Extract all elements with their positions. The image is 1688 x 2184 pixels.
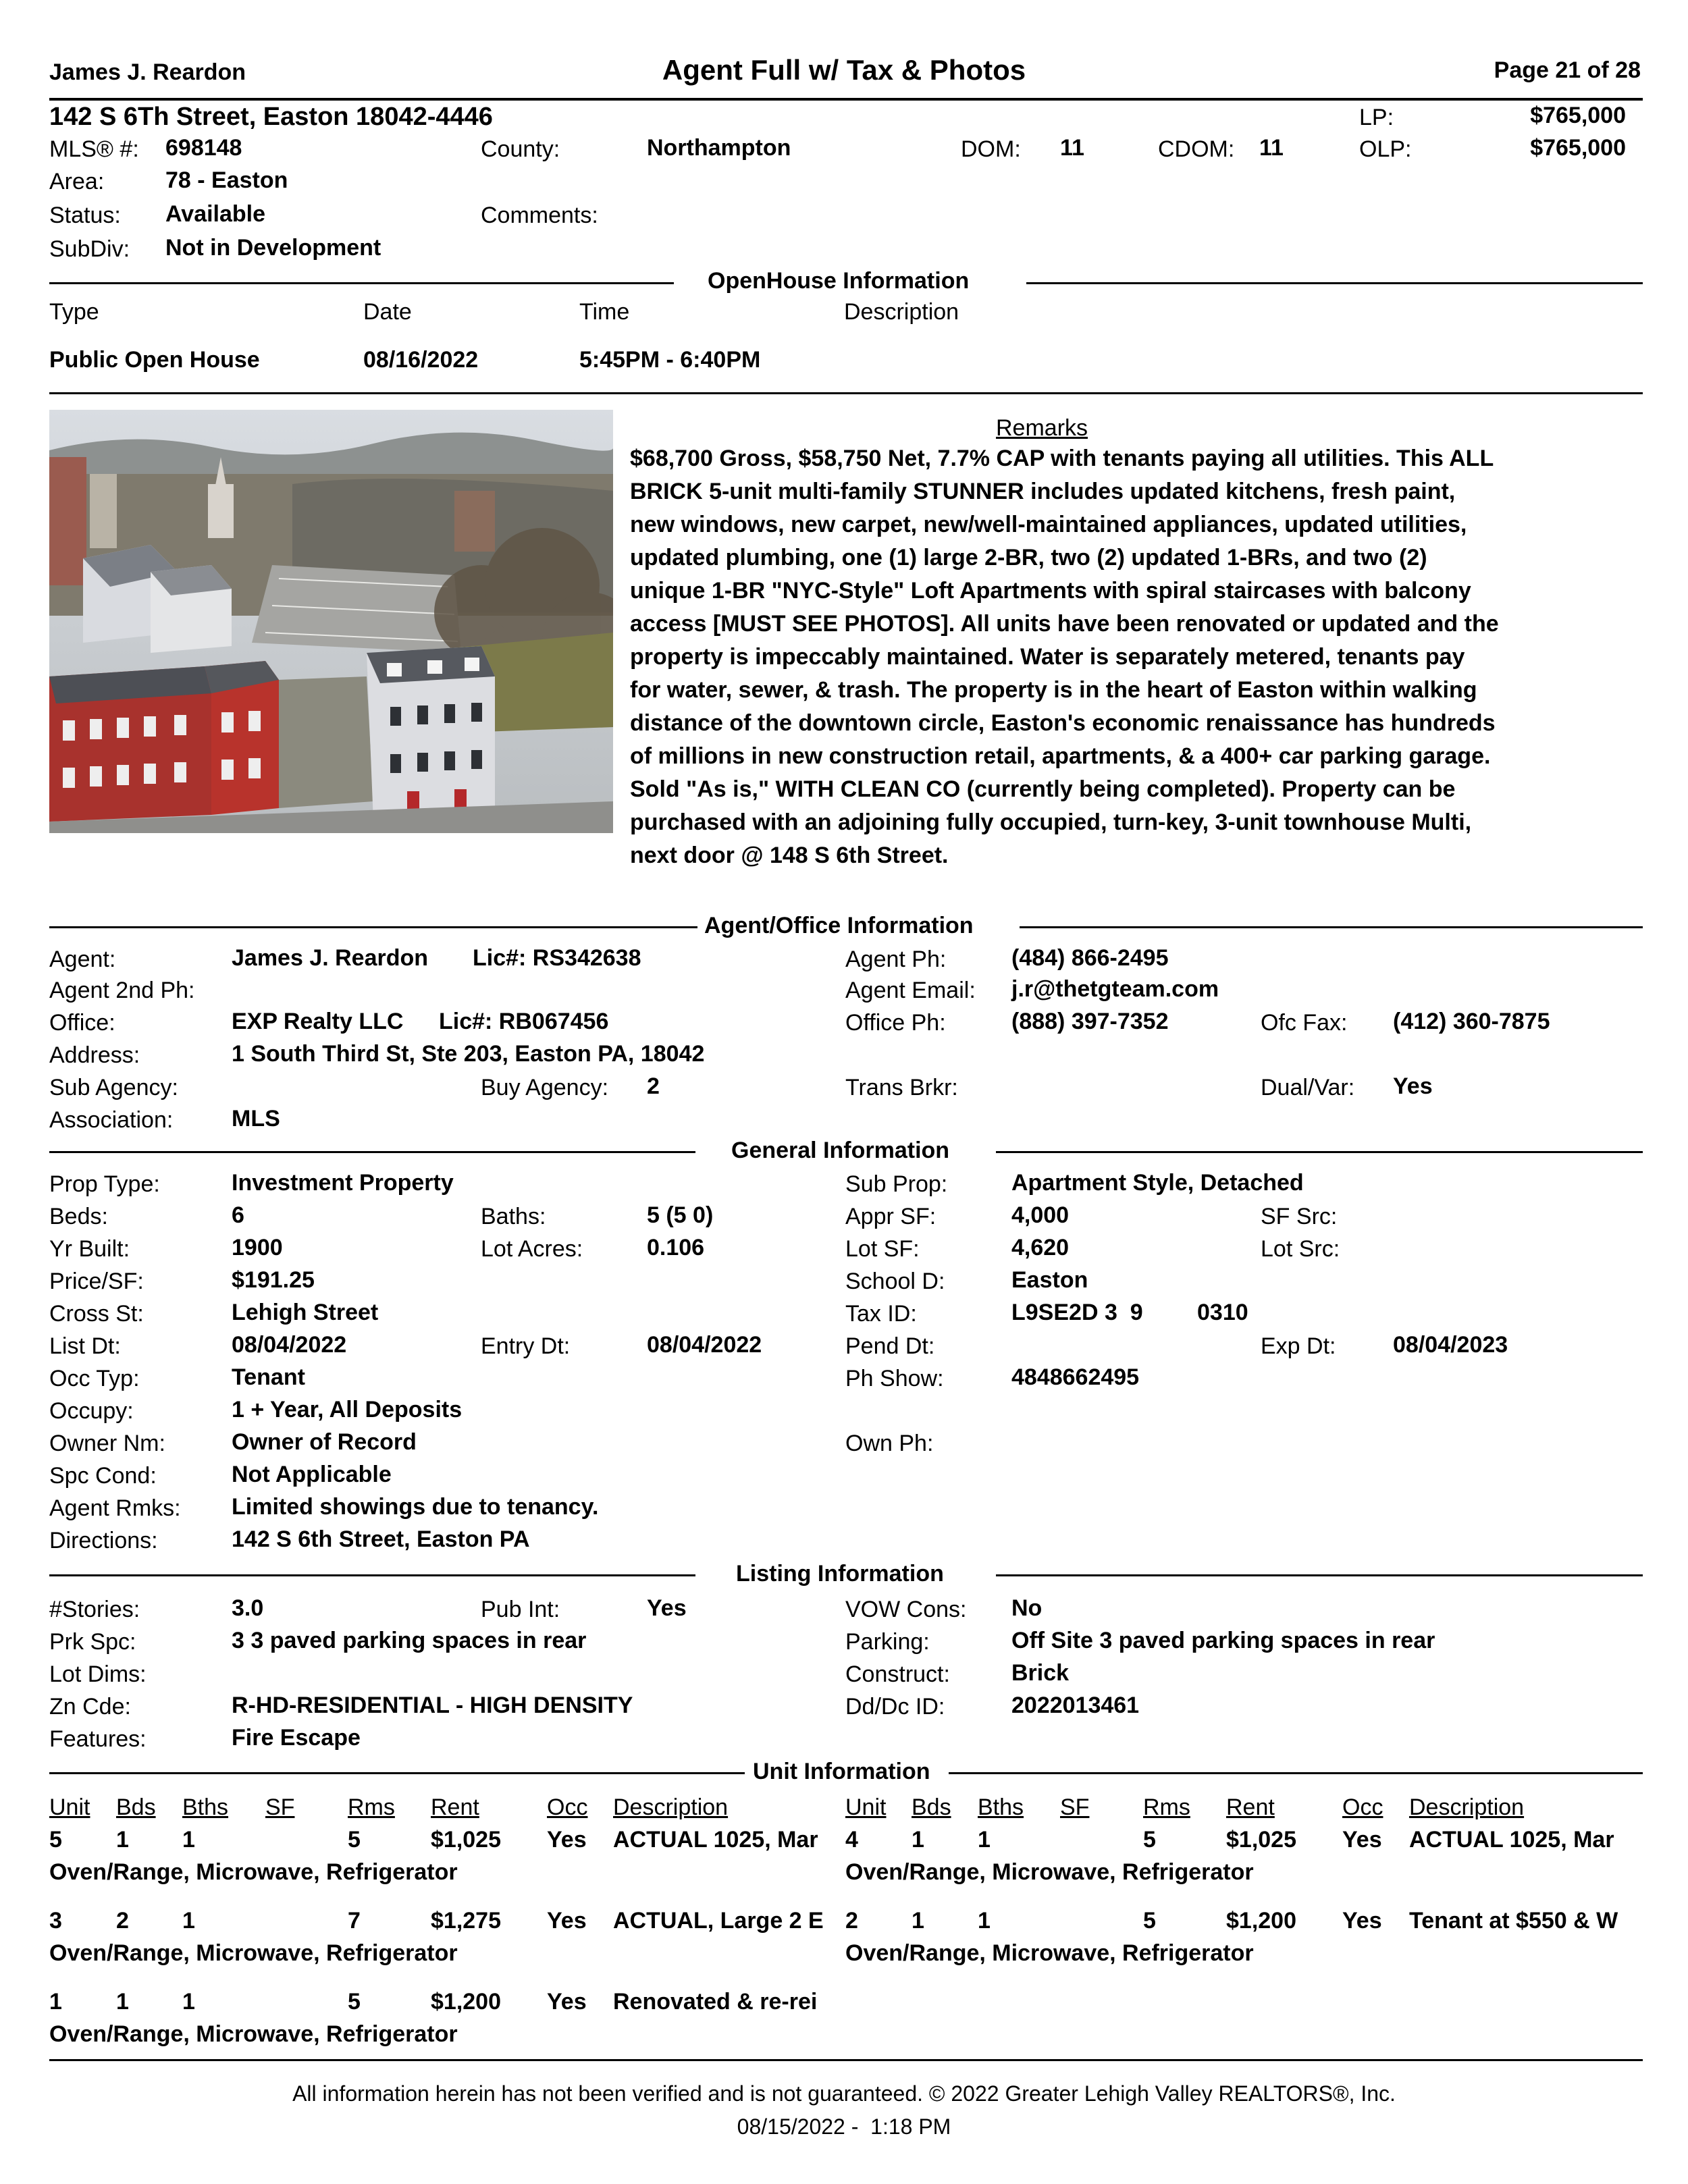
dom-value: 11 <box>1060 135 1084 161</box>
olp-value: $765,000 <box>1530 135 1626 161</box>
unit-description: ACTUAL, Large 2 E <box>613 1908 824 1934</box>
unit-occupied: Yes <box>547 1827 587 1853</box>
unit-occupied: Yes <box>547 1989 587 2015</box>
unit-baths: 1 <box>182 1827 195 1853</box>
unit-header-bths: Bths <box>182 1794 229 1820</box>
agent-office-rule-left <box>49 926 697 928</box>
office-fax-label: Ofc Fax: <box>1261 1010 1348 1036</box>
trans-brkr-label: Trans Brkr: <box>845 1075 958 1100</box>
agent-email[interactable]: j.r@thetgteam.com <box>1011 976 1219 1002</box>
unit-header-sf-right: SF <box>1060 1794 1090 1820</box>
lot-acres-value: 0.106 <box>647 1235 705 1260</box>
remarks-title: Remarks <box>996 415 1088 441</box>
tax-id-label: Tax ID: <box>845 1301 917 1327</box>
lot-dims-label: Lot Dims: <box>49 1661 147 1687</box>
general-rule-left <box>49 1151 695 1153</box>
stories-label: #Stories: <box>49 1597 140 1622</box>
address-label: Address: <box>49 1042 140 1068</box>
unit-header-rent: Rent <box>431 1794 479 1820</box>
sub-agency-label: Sub Agency: <box>49 1075 178 1100</box>
beds-value: 6 <box>232 1202 244 1228</box>
dom-label: DOM: <box>961 136 1021 162</box>
openhouse-rule-right <box>1026 282 1643 284</box>
unit-baths: 1 <box>978 1827 991 1853</box>
unit-baths: 1 <box>182 1908 195 1934</box>
price-sf-label: Price/SF: <box>49 1269 144 1294</box>
unit-header-occ-right: Occ <box>1342 1794 1383 1820</box>
lot-acres-label: Lot Acres: <box>481 1236 583 1262</box>
openhouse-col-date: Date <box>363 299 412 325</box>
page-number: Page 21 of 28 <box>1494 57 1641 83</box>
yr-built-value: 1900 <box>232 1235 283 1260</box>
unit-header-unit: Unit <box>49 1794 90 1820</box>
footer-rule <box>49 2059 1643 2061</box>
prop-type-label: Prop Type: <box>49 1171 160 1197</box>
list-dt-label: List Dt: <box>49 1333 121 1359</box>
unit-beds: 1 <box>912 1908 924 1934</box>
unit-header-unit-right: Unit <box>845 1794 887 1820</box>
office-label: Office: <box>49 1010 115 1036</box>
unit-description: ACTUAL 1025, Mar <box>613 1827 818 1853</box>
area-label: Area: <box>49 169 105 194</box>
dd-dc-id-label: Dd/Dc ID: <box>845 1694 945 1720</box>
zn-cde-label: Zn Cde: <box>49 1694 131 1720</box>
pend-dt-label: Pend Dt: <box>845 1333 935 1359</box>
unit-description: Tenant at $550 & W <box>1409 1908 1618 1934</box>
price-sf-value: $191.25 <box>232 1267 315 1293</box>
status-label: Status: <box>49 203 121 228</box>
agent-phone-label: Agent Ph: <box>845 947 947 972</box>
unit-description: ACTUAL 1025, Mar <box>1409 1827 1614 1853</box>
openhouse-col-desc: Description <box>844 299 959 325</box>
dd-dc-id-value: 2022013461 <box>1011 1693 1140 1718</box>
listing-address: 142 S 6Th Street, Easton 18042-4446 <box>49 103 493 131</box>
comments-label: Comments: <box>481 203 598 228</box>
construct-value: Brick <box>1011 1660 1070 1686</box>
unit-rooms: 5 <box>1143 1827 1156 1853</box>
openhouse-bottom-rule <box>49 392 1643 394</box>
openhouse-col-type: Type <box>49 299 99 325</box>
mls-label: MLS® #: <box>49 136 139 162</box>
unit-header-bths-right: Bths <box>978 1794 1024 1820</box>
unit-rent: $1,275 <box>431 1908 501 1934</box>
tax-id-value: L9SE2D 3 9 <box>1011 1300 1143 1325</box>
footer-timestamp: 08/15/2022 - 1:18 PM <box>737 2114 951 2139</box>
spc-cond-value: Not Applicable <box>232 1462 392 1487</box>
lot-sf-label: Lot SF: <box>845 1236 920 1262</box>
cdom-label: CDOM: <box>1158 136 1235 162</box>
office-phone: (888) 397-7352 <box>1011 1009 1169 1034</box>
unit-rooms: 5 <box>348 1827 361 1853</box>
cdom-value: 11 <box>1259 135 1284 161</box>
unit-header-rms-right: Rms <box>1143 1794 1190 1820</box>
ph-show-label: Ph Show: <box>845 1366 944 1391</box>
unit-appliances: Oven/Range, Microwave, Refrigerator <box>49 1859 458 1885</box>
unit-beds: 1 <box>912 1827 924 1853</box>
unit-number: 2 <box>845 1908 858 1934</box>
unit-rooms: 5 <box>348 1989 361 2015</box>
county-value: Northampton <box>647 135 791 161</box>
sf-src-label: SF Src: <box>1261 1204 1338 1229</box>
prk-spc-value: 3 3 paved parking spaces in rear <box>232 1628 587 1653</box>
entry-dt-value: 08/04/2022 <box>647 1332 762 1358</box>
subdiv-label: SubDiv: <box>49 236 130 262</box>
pub-int-label: Pub Int: <box>481 1597 560 1622</box>
prop-type-value: Investment Property <box>232 1170 454 1196</box>
agent-rmks-value: Limited showings due to tenancy. <box>232 1494 599 1520</box>
yr-built-label: Yr Built: <box>49 1236 130 1262</box>
agent-phone: (484) 866-2495 <box>1011 945 1169 971</box>
list-dt-value: 08/04/2022 <box>232 1332 347 1358</box>
unit-header-occ: Occ <box>547 1794 588 1820</box>
features-value: Fire Escape <box>232 1725 361 1751</box>
occ-typ-label: Occ Typ: <box>49 1366 140 1391</box>
header-rule <box>49 98 1643 101</box>
features-label: Features: <box>49 1726 147 1752</box>
lp-label: LP: <box>1359 105 1394 130</box>
unit-header-bds: Bds <box>116 1794 156 1820</box>
tax-id-suffix: 0310 <box>1197 1300 1248 1325</box>
exp-dt-label: Exp Dt: <box>1261 1333 1336 1359</box>
agent-rmks-label: Agent Rmks: <box>49 1495 181 1521</box>
remarks-text: $68,700 Gross, $58,750 Net, 7.7% CAP with tenants paying all utilities. This ALL BRICK 5-unit multi-family STUNNER includes updated kitchens, fresh paint, new windows, new carpet, new/well-maintained appliances, updated utilities, updated plumbing, one (1) large 2-BR, two (2) updated 1-BRs, and two (2) unique 1-BR "NYC-Style" Loft Apartments with spiral staircases with balcony access [MUST SEE PHOTOS]. All units have been renovated or updated and the property is impeccably maintained. Water is separately metered, tenants pay for water, sewer, & trash. The property is in the heart of Easton within walking distance of the downtown circle, Easton's economic renaissance has hundreds of millions in new construction retail, apartments, & a 400+ car parking garage. Sold "As is," WITH CLEAN CO (currently being completed). Property can be purchased with an adjoining fully occupied, turn-key, 3-unit townhouse Multi, next door @ 148 S 6th Street. <box>630 446 1499 868</box>
sub-prop-value: Apartment Style, Detached <box>1011 1170 1304 1196</box>
report-title: Agent Full w/ Tax & Photos <box>662 54 1026 86</box>
unit-rent: $1,025 <box>1226 1827 1296 1853</box>
construct-label: Construct: <box>845 1661 950 1687</box>
agent-label: Agent: <box>49 947 116 972</box>
unit-header-rms: Rms <box>348 1794 395 1820</box>
unit-info-rule-right <box>949 1772 1643 1774</box>
unit-appliances: Oven/Range, Microwave, Refrigerator <box>49 2021 458 2047</box>
agent-value: James J. Reardon <box>232 945 429 971</box>
unit-occupied: Yes <box>1342 1908 1382 1934</box>
unit-info-rule-left <box>49 1772 745 1774</box>
association-label: Association: <box>49 1107 174 1133</box>
directions-value: 142 S 6th Street, Easton PA <box>232 1526 530 1552</box>
listing-info-rule-right <box>996 1574 1643 1576</box>
olp-label: OLP: <box>1359 136 1412 162</box>
openhouse-type: Public Open House <box>49 347 260 373</box>
appr-sf-label: Appr SF: <box>845 1204 937 1229</box>
county-label: County: <box>481 136 560 162</box>
lot-sf-value: 4,620 <box>1011 1235 1070 1260</box>
agent2-phone-label: Agent 2nd Ph: <box>49 978 195 1003</box>
unit-info-title: Unit Information <box>753 1759 930 1784</box>
unit-appliances: Oven/Range, Microwave, Refrigerator <box>845 1940 1254 1966</box>
occ-typ-value: Tenant <box>232 1364 305 1390</box>
directions-label: Directions: <box>49 1528 158 1553</box>
office-phone-label: Office Ph: <box>845 1010 946 1036</box>
unit-appliances: Oven/Range, Microwave, Refrigerator <box>49 1940 458 1966</box>
entry-dt-label: Entry Dt: <box>481 1333 571 1359</box>
baths-value: 5 (5 0) <box>647 1202 714 1228</box>
listing-info-title: Listing Information <box>736 1561 944 1587</box>
area-value: 78 - Easton <box>165 167 288 193</box>
school-d-label: School D: <box>845 1269 945 1294</box>
stories-value: 3.0 <box>232 1595 264 1621</box>
prk-spc-label: Prk Spc: <box>49 1629 136 1655</box>
appr-sf-value: 4,000 <box>1011 1202 1070 1228</box>
unit-beds: 1 <box>116 1827 129 1853</box>
unit-header-sf: SF <box>265 1794 295 1820</box>
parking-value: Off Site 3 paved parking spaces in rear <box>1011 1628 1435 1653</box>
unit-number: 1 <box>49 1989 62 2015</box>
unit-number: 3 <box>49 1908 62 1934</box>
unit-rent: $1,200 <box>431 1989 501 2015</box>
occupy-label: Occupy: <box>49 1398 134 1424</box>
general-rule-right <box>996 1151 1643 1153</box>
unit-occupied: Yes <box>1342 1827 1382 1853</box>
unit-description: Renovated & re-rei <box>613 1989 818 2015</box>
ph-show-value: 4848662495 <box>1011 1364 1140 1390</box>
spc-cond-label: Spc Cond: <box>49 1463 157 1489</box>
property-photo <box>49 410 613 833</box>
unit-number: 5 <box>49 1827 62 1853</box>
cross-st-value: Lehigh Street <box>232 1300 379 1325</box>
sub-prop-label: Sub Prop: <box>845 1171 948 1197</box>
baths-label: Baths: <box>481 1204 546 1229</box>
office-value: EXP Realty LLC <box>232 1009 404 1034</box>
pub-int-value: Yes <box>647 1595 687 1621</box>
openhouse-rule-left <box>49 282 674 284</box>
subdiv-value: Not in Development <box>165 235 381 261</box>
office-license: Lic#: RB067456 <box>439 1009 609 1034</box>
unit-rent: $1,025 <box>431 1827 501 1853</box>
parking-label: Parking: <box>845 1629 930 1655</box>
unit-beds: 1 <box>116 1989 129 2015</box>
zn-cde-value: R-HD-RESIDENTIAL - HIGH DENSITY <box>232 1693 633 1718</box>
unit-beds: 2 <box>116 1908 129 1934</box>
unit-rooms: 5 <box>1143 1908 1156 1934</box>
unit-header-description: Description <box>613 1794 729 1820</box>
agent-office-title: Agent/Office Information <box>704 913 974 938</box>
openhouse-title: OpenHouse Information <box>708 268 970 294</box>
unit-header-description-right: Description <box>1409 1794 1525 1820</box>
unit-header-rent-right: Rent <box>1226 1794 1275 1820</box>
unit-baths: 1 <box>978 1908 991 1934</box>
property-photo-drawing <box>49 410 613 833</box>
occupy-value: 1 + Year, All Deposits <box>232 1397 463 1422</box>
openhouse-date: 08/16/2022 <box>363 347 479 373</box>
buy-agency-label: Buy Agency: <box>481 1075 609 1100</box>
unit-baths: 1 <box>182 1989 195 2015</box>
unit-rent: $1,200 <box>1226 1908 1296 1934</box>
dual-var-value: Yes <box>1393 1073 1433 1099</box>
footer-disclaimer: All information herein has not been verified and is not guaranteed. © 2022 Greater Lehigh Valley REALTORS®, Inc. <box>292 2081 1396 2106</box>
agent-email-label: Agent Email: <box>845 978 976 1003</box>
beds-label: Beds: <box>49 1204 108 1229</box>
owner-nm-value: Owner of Record <box>232 1429 417 1455</box>
unit-number: 4 <box>845 1827 858 1853</box>
general-title: General Information <box>731 1138 950 1163</box>
school-d-value: Easton <box>1011 1267 1088 1293</box>
listing-info-rule-left <box>49 1574 695 1576</box>
agent-office-rule-right <box>1020 926 1643 928</box>
unit-appliances: Oven/Range, Microwave, Refrigerator <box>845 1859 1254 1885</box>
cross-st-label: Cross St: <box>49 1301 144 1327</box>
agent-license: Lic#: RS342638 <box>473 945 641 971</box>
unit-header-bds-right: Bds <box>912 1794 951 1820</box>
lp-value: $765,000 <box>1530 103 1626 128</box>
vow-cons-value: No <box>1011 1595 1043 1621</box>
buy-agency-value: 2 <box>647 1073 660 1099</box>
unit-rooms: 7 <box>348 1908 361 1934</box>
dual-var-label: Dual/Var: <box>1261 1075 1355 1100</box>
openhouse-col-time: Time <box>579 299 630 325</box>
association-value: MLS <box>232 1106 280 1131</box>
own-ph-label: Own Ph: <box>845 1431 934 1456</box>
mls-value: 698148 <box>165 135 242 161</box>
vow-cons-label: VOW Cons: <box>845 1597 967 1622</box>
owner-nm-label: Owner Nm: <box>49 1431 165 1456</box>
openhouse-time: 5:45PM - 6:40PM <box>579 347 761 373</box>
status-value: Available <box>165 201 266 227</box>
unit-occupied: Yes <box>547 1908 587 1934</box>
exp-dt-value: 08/04/2023 <box>1393 1332 1508 1358</box>
lot-src-label: Lot Src: <box>1261 1236 1340 1262</box>
office-fax: (412) 360-7875 <box>1393 1009 1550 1034</box>
address-value: 1 South Third St, Ste 203, Easton PA, 18042 <box>232 1041 705 1067</box>
agent-name: James J. Reardon <box>49 59 246 85</box>
